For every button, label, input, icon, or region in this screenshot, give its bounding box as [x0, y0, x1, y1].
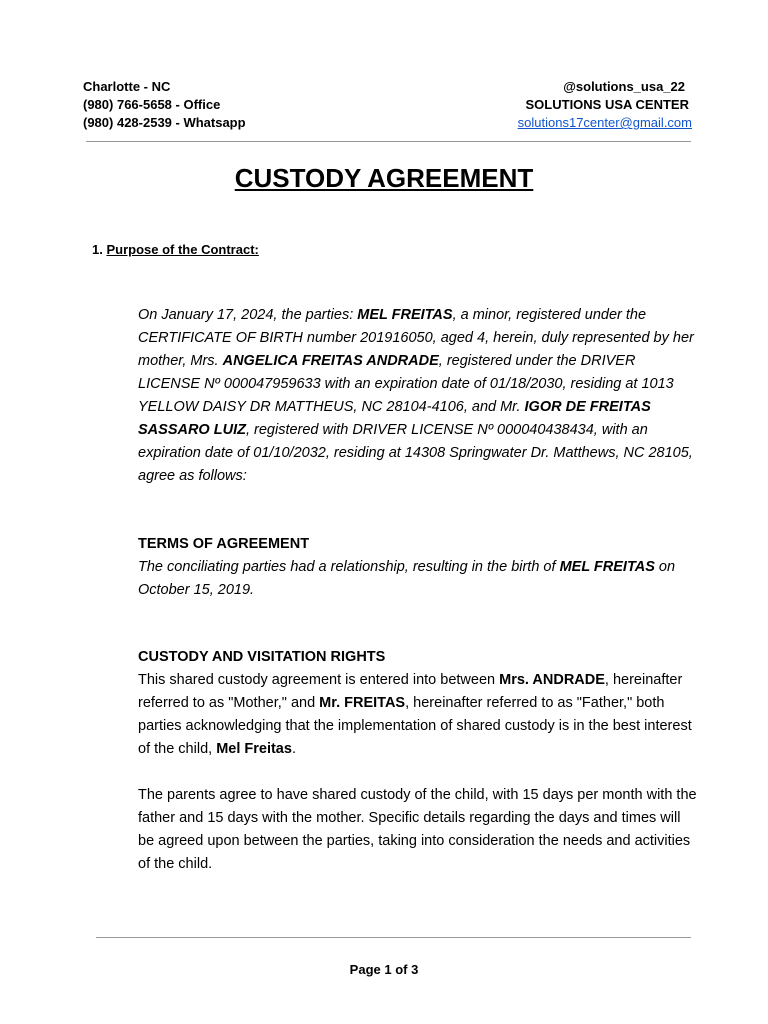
custody-heading: CUSTODY AND VISITATION RIGHTS: [138, 649, 386, 665]
header-company-name: SOLUTIONS USA CENTER: [525, 97, 689, 112]
header-email-link[interactable]: solutions17center@gmail.com: [517, 115, 692, 130]
purpose-paragraph: [138, 304, 698, 488]
father-name: IGOR DE FREITAS SASSARO LUIZ: [138, 399, 651, 438]
page-title-text: CUSTODY AGREEMENT: [234, 163, 534, 193]
footer-divider: [96, 937, 691, 938]
mother-reference: Mrs. ANDRADE: [499, 672, 605, 688]
terms-paragraph: [138, 556, 698, 602]
paragraph-spacer: [138, 761, 698, 784]
custody-paragraph-2: The parents agree to have shared custody of the child, with 15 days per month with the father and 15 days with the mother. Specific details regarding the days and times will be agreed upon between the parties, taking into consideration the needs and activities of the child.: [138, 787, 697, 872]
custody-text: , hereinafter referred to as "Mother," and: [138, 672, 683, 711]
purpose-text: On January 17, 2024, the parties:: [138, 307, 358, 323]
section-heading-text: Purpose of the Contract:: [106, 242, 259, 257]
custody-text: .: [291, 741, 296, 757]
purpose-text: , registered under the DRIVER LICENSE Nº 000047959633 with an expiration date of 01/18/2030, residing at 1013 YELLOW DAISY DR MATTHEUS, NC 28104-4106, and Mr.: [138, 353, 674, 415]
header-whatsapp-phone: (980) 428-2539 - Whatsapp: [83, 115, 246, 130]
terms-text: The conciliating parties had a relationship, resulting in the birth of: [138, 559, 560, 575]
custody-paragraph-1: [138, 669, 698, 761]
page-number: Page 1 of 3: [349, 962, 419, 977]
custody-section: [138, 646, 698, 876]
page-title: [0, 162, 768, 194]
terms-text: on October 15, 2019.: [138, 559, 676, 598]
terms-section: [138, 533, 698, 602]
header-office-phone: (980) 766-5658 - Office: [83, 97, 221, 112]
mother-name: ANGELICA FREITAS ANDRADE: [222, 353, 439, 369]
terms-heading: TERMS OF AGREEMENT: [138, 536, 310, 552]
section-number: 1.: [92, 242, 103, 257]
header-divider: [86, 141, 691, 142]
child-name: MEL FREITAS: [559, 559, 655, 575]
header-contact-right: [518, 78, 692, 132]
section-heading-purpose: [92, 241, 259, 259]
header-social-handle: @solutions_usa_22: [563, 79, 685, 94]
purpose-text: , a minor, registered under the CERTIFICATE OF BIRTH number 201916050, aged 4, herein, duly represented by her mother, Mrs.: [138, 307, 694, 369]
purpose-text: , registered with DRIVER LICENSE Nº 000040438434, with an expiration date of 01/10/2032, residing at 14308 Springwater Dr. Matthews, NC 28105, agree as follows:: [138, 422, 693, 484]
header-city: Charlotte - NC: [83, 79, 171, 94]
child-reference: Mel Freitas: [216, 741, 292, 757]
father-reference: Mr. FREITAS: [319, 695, 406, 711]
header-contact-left: [83, 78, 246, 132]
child-name: MEL FREITAS: [357, 307, 453, 323]
custody-text: This shared custody agreement is entered into between: [138, 672, 500, 688]
custody-text: , hereinafter referred to as "Father," both parties acknowledging that the implementation of shared custody is in the best interest of the child,: [138, 695, 692, 757]
